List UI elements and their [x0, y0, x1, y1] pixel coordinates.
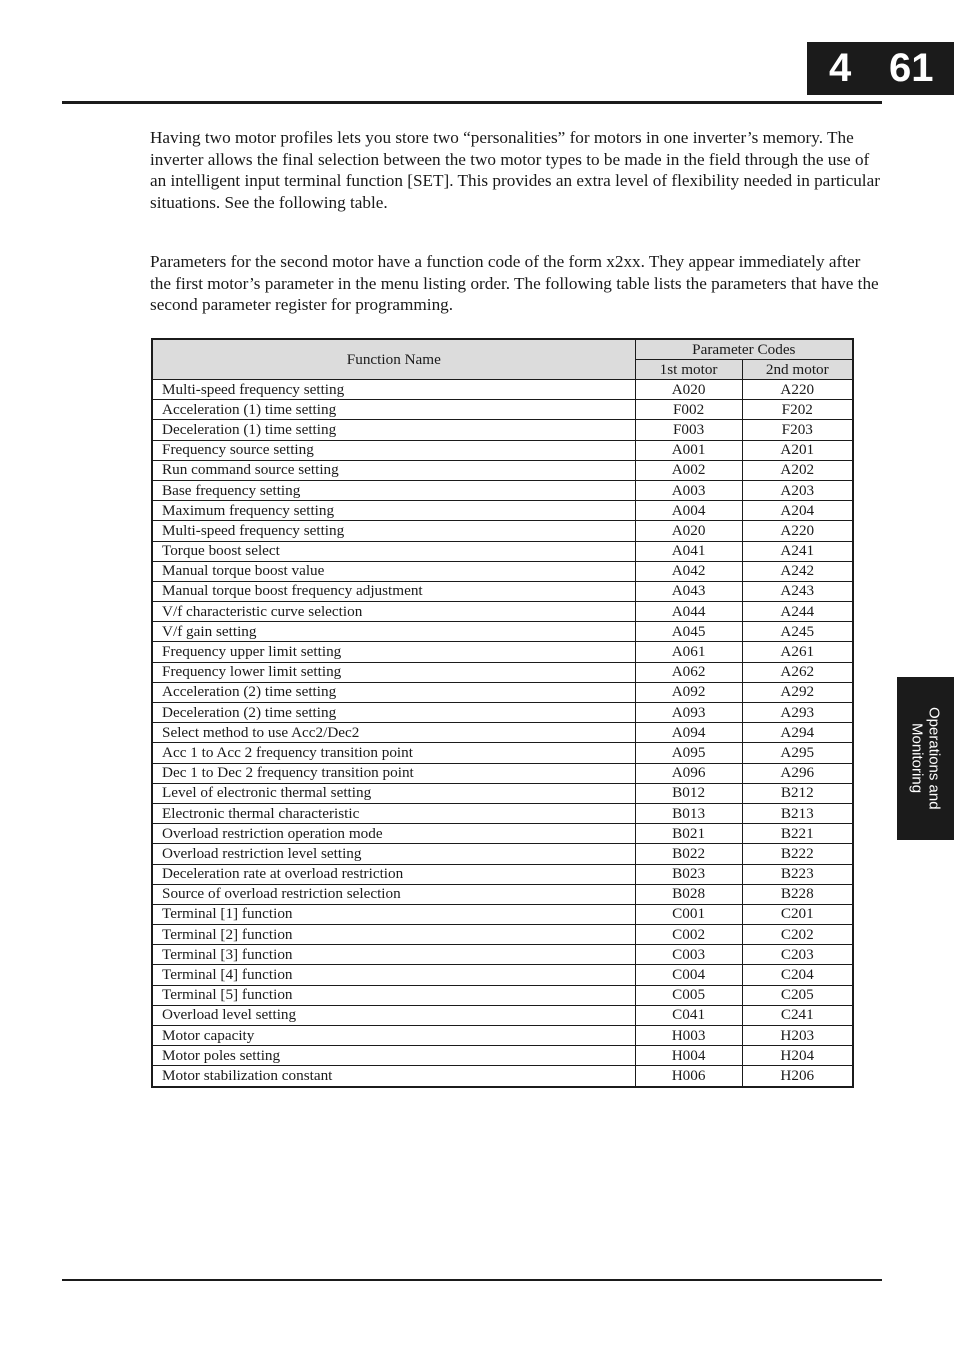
function-name-cell: Select method to use Acc2/Dec2 [152, 723, 635, 743]
table-row [152, 864, 853, 884]
motor2-code-cell: A292 [742, 682, 853, 702]
table-row [152, 682, 853, 702]
function-name-cell: Manual torque boost frequency adjustment [152, 581, 635, 601]
motor2-code-cell: C203 [742, 945, 853, 965]
table-row [152, 521, 853, 541]
second-motor-paragraph: Parameters for the second motor have a function code of the form x2xx. They appear immediately after the first motor’s parameter in the menu listing order. The following table lists the parameters that have the second parameter register for programming. [150, 252, 879, 314]
function-name-cell: Terminal [1] function [152, 904, 635, 924]
function-name-cell: Overload restriction level setting [152, 844, 635, 864]
motor2-code-cell: A244 [742, 602, 853, 622]
function-name-cell: Terminal [2] function [152, 925, 635, 945]
function-name-cell: Overload level setting [152, 1005, 635, 1025]
table-row [152, 763, 853, 783]
motor1-code-cell: A020 [635, 380, 742, 400]
motor2-code-cell: A243 [742, 581, 853, 601]
motor2-code-cell: H206 [742, 1066, 853, 1087]
table-row [152, 783, 853, 803]
table-row [152, 1046, 853, 1066]
footer-divider [62, 1279, 882, 1281]
function-name-cell: V/f gain setting [152, 622, 635, 642]
motor1-code-cell: H004 [635, 1046, 742, 1066]
motor2-code-cell: H204 [742, 1046, 853, 1066]
function-name-cell: Terminal [4] function [152, 965, 635, 985]
motor2-code-cell: A220 [742, 380, 853, 400]
motor1-code-cell: H006 [635, 1066, 742, 1087]
motor2-code-cell: A262 [742, 662, 853, 682]
motor1-code-cell: C003 [635, 945, 742, 965]
motor1-code-cell: F003 [635, 420, 742, 440]
motor1-header: 1st motor [635, 360, 742, 380]
function-name-cell: Manual torque boost value [152, 561, 635, 581]
motor2-code-cell: A220 [742, 521, 853, 541]
table-row [152, 420, 853, 440]
table-row [152, 501, 853, 521]
motor1-code-cell: A041 [635, 541, 742, 561]
motor1-code-cell: B028 [635, 884, 742, 904]
function-name-cell: Multi-speed frequency setting [152, 521, 635, 541]
motor2-code-cell: B213 [742, 803, 853, 823]
motor2-code-cell: B222 [742, 844, 853, 864]
function-name-cell: Dec 1 to Dec 2 frequency transition point [152, 763, 635, 783]
table-row [152, 884, 853, 904]
motor2-header: 2nd motor [742, 360, 853, 380]
motor1-code-cell: B013 [635, 803, 742, 823]
function-name-cell: Motor capacity [152, 1026, 635, 1046]
function-name-cell: Frequency lower limit setting [152, 662, 635, 682]
chapter-number: 4 [829, 46, 852, 90]
table-row [152, 662, 853, 682]
table-row [152, 480, 853, 500]
motor1-code-cell: A003 [635, 480, 742, 500]
motor2-code-cell: A201 [742, 440, 853, 460]
function-name-cell: Acceleration (1) time setting [152, 400, 635, 420]
function-name-cell: Acceleration (2) time setting [152, 682, 635, 702]
function-name-cell: Terminal [3] function [152, 945, 635, 965]
motor1-code-cell: A001 [635, 440, 742, 460]
table-row [152, 380, 853, 400]
motor2-code-cell: A242 [742, 561, 853, 581]
function-name-cell: Motor poles setting [152, 1046, 635, 1066]
motor2-code-cell: A296 [742, 763, 853, 783]
motor1-code-cell: C041 [635, 1005, 742, 1025]
motor2-code-cell: C202 [742, 925, 853, 945]
table-row [152, 1026, 853, 1046]
motor1-code-cell: A096 [635, 763, 742, 783]
function-name-cell: Deceleration (2) time setting [152, 703, 635, 723]
function-name-cell: Level of electronic thermal setting [152, 783, 635, 803]
function-name-cell: Source of overload restriction selection [152, 884, 635, 904]
motor1-code-cell: C001 [635, 904, 742, 924]
motor2-code-cell: B228 [742, 884, 853, 904]
motor1-code-cell: C004 [635, 965, 742, 985]
motor1-code-cell: B023 [635, 864, 742, 884]
table-row [152, 622, 853, 642]
function-name-cell: V/f characteristic curve selection [152, 602, 635, 622]
function-name-cell: Acc 1 to Acc 2 frequency transition point [152, 743, 635, 763]
motor1-code-cell: A095 [635, 743, 742, 763]
parameter-table-body [152, 380, 853, 1087]
motor2-code-cell: A202 [742, 460, 853, 480]
section-tab [897, 677, 954, 840]
table-row [152, 581, 853, 601]
function-name-cell: Terminal [5] function [152, 985, 635, 1005]
motor1-code-cell: A043 [635, 581, 742, 601]
motor1-code-cell: A042 [635, 561, 742, 581]
motor1-code-cell: B021 [635, 824, 742, 844]
motor1-code-cell: B012 [635, 783, 742, 803]
motor2-code-cell: F202 [742, 400, 853, 420]
motor1-code-cell: A002 [635, 460, 742, 480]
motor1-code-cell: C005 [635, 985, 742, 1005]
motor2-code-cell: C201 [742, 904, 853, 924]
motor1-code-cell: A045 [635, 622, 742, 642]
table-row [152, 985, 853, 1005]
table-row [152, 440, 853, 460]
motor1-code-cell: F002 [635, 400, 742, 420]
motor1-code-cell: A093 [635, 703, 742, 723]
motor1-code-cell: A044 [635, 602, 742, 622]
motor1-code-cell: A020 [635, 521, 742, 541]
function-name-cell: Deceleration (1) time setting [152, 420, 635, 440]
motor1-code-cell: H003 [635, 1026, 742, 1046]
motor2-code-cell: C205 [742, 985, 853, 1005]
table-row [152, 460, 853, 480]
table-row [152, 844, 853, 864]
page-number-badge [807, 42, 954, 95]
motor2-code-cell: B221 [742, 824, 853, 844]
motor2-code-cell: A241 [742, 541, 853, 561]
function-name-cell: Motor stabilization constant [152, 1066, 635, 1087]
motor2-code-cell: B223 [742, 864, 853, 884]
motor2-code-cell: A294 [742, 723, 853, 743]
function-name-cell: Deceleration rate at overload restriction [152, 864, 635, 884]
function-name-cell: Run command source setting [152, 460, 635, 480]
table-row [152, 400, 853, 420]
motor1-code-cell: A061 [635, 642, 742, 662]
motor2-code-cell: A261 [742, 642, 853, 662]
motor2-code-cell: A295 [742, 743, 853, 763]
motor1-code-cell: A062 [635, 662, 742, 682]
table-row [152, 803, 853, 823]
motor1-code-cell: A004 [635, 501, 742, 521]
table-row [152, 824, 853, 844]
function-name-cell: Maximum frequency setting [152, 501, 635, 521]
motor2-code-cell: B212 [742, 783, 853, 803]
header-divider [62, 101, 882, 104]
function-name-cell: Electronic thermal characteristic [152, 803, 635, 823]
function-name-cell: Base frequency setting [152, 480, 635, 500]
table-row [152, 743, 853, 763]
function-name-cell: Multi-speed frequency setting [152, 380, 635, 400]
section-tab-label: Operations and Monitoring [908, 707, 943, 810]
motor2-code-cell: A245 [742, 622, 853, 642]
table-row [152, 925, 853, 945]
intro-paragraph: Having two motor profiles lets you store two “personalities” for motors in one inverter’s memory. The inverter allows the final selection between the two motor types to be made in the field through the use of an intelligent input terminal function [SET]. This provides an extra level of flexibility needed in particular situations. See the following table. [150, 128, 880, 212]
motor1-code-cell: B022 [635, 844, 742, 864]
motor2-code-cell: H203 [742, 1026, 853, 1046]
motor2-code-cell: C204 [742, 965, 853, 985]
table-row [152, 602, 853, 622]
page-number: 61 [889, 46, 934, 90]
table-row [152, 1066, 853, 1087]
table-row [152, 904, 853, 924]
motor2-code-cell: A293 [742, 703, 853, 723]
motor1-code-cell: A094 [635, 723, 742, 743]
table-row [152, 723, 853, 743]
motor1-code-cell: A092 [635, 682, 742, 702]
table-row [152, 642, 853, 662]
function-name-cell: Overload restriction operation mode [152, 824, 635, 844]
table-row [152, 561, 853, 581]
table-row [152, 703, 853, 723]
table-row [152, 1005, 853, 1025]
parameter-codes-header: Parameter Codes [635, 339, 853, 360]
function-name-cell: Torque boost select [152, 541, 635, 561]
motor2-code-cell: F203 [742, 420, 853, 440]
table-row [152, 945, 853, 965]
table-row [152, 965, 853, 985]
table-row [152, 541, 853, 561]
function-name-header: Function Name [152, 339, 635, 380]
parameter-table [151, 338, 854, 1088]
motor2-code-cell: A203 [742, 480, 853, 500]
function-name-cell: Frequency source setting [152, 440, 635, 460]
motor1-code-cell: C002 [635, 925, 742, 945]
motor2-code-cell: C241 [742, 1005, 853, 1025]
function-name-cell: Frequency upper limit setting [152, 642, 635, 662]
motor2-code-cell: A204 [742, 501, 853, 521]
